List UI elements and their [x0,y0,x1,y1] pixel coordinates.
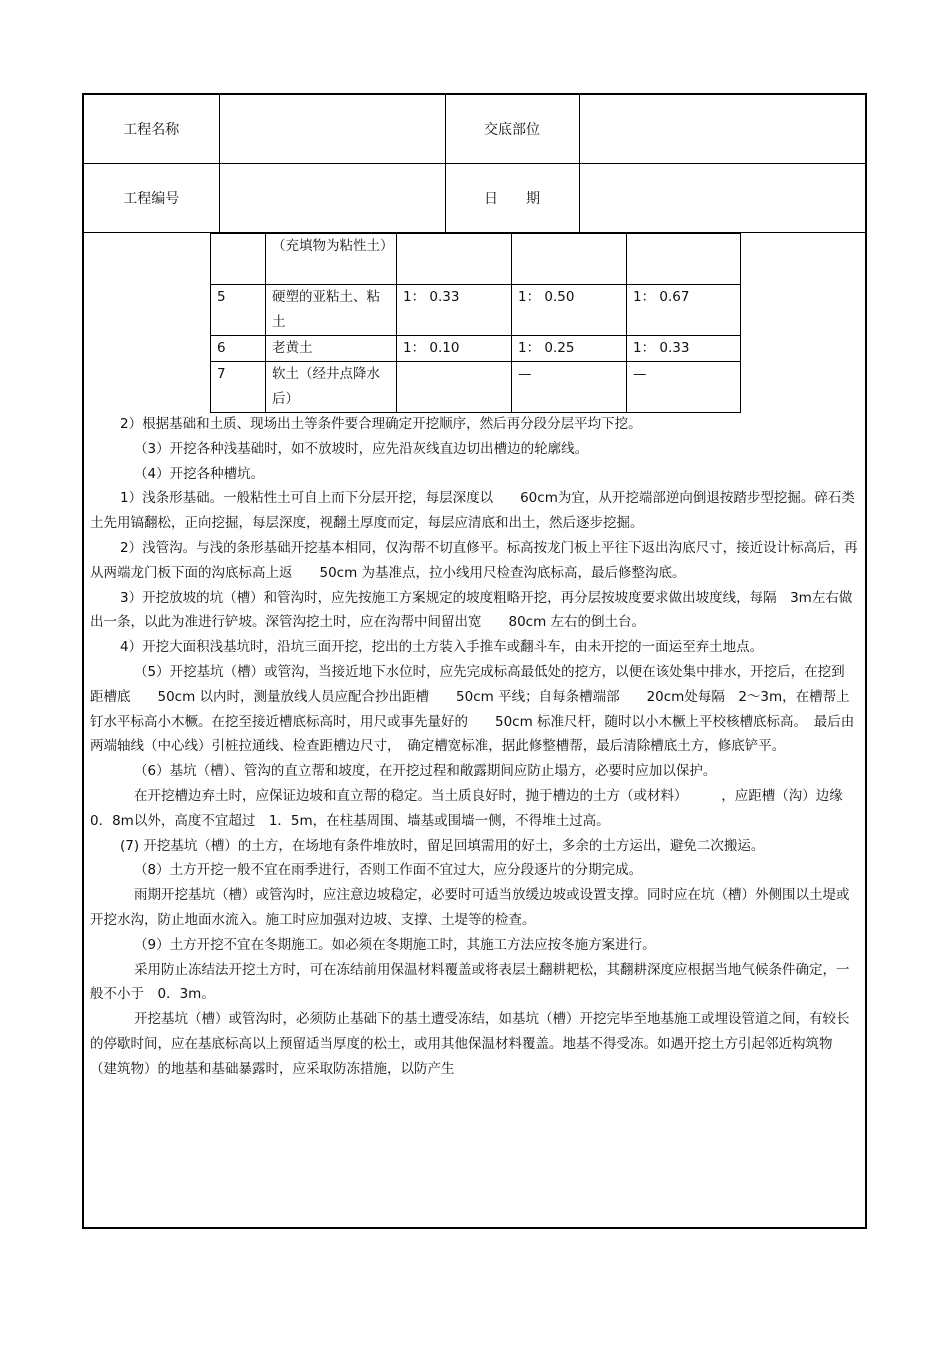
paragraph: （6）基坑（槽）、管沟的直立帮和坡度，在开挖过程和敞露期间应防止塌方，必要时应加以保护。 [134,763,717,780]
paragraph: 2）根据基础和土质、现场出土等条件要合理确定开挖顺序，然后再分段分层平均下挖。 [120,416,642,432]
document-frame [82,93,867,1229]
paragraph: 2）浅管沟。与浅的条形基础开挖基本相同，仅沟帮不切直修平。标高按龙门板上平往下返出沟底尺寸，接近设计标高后，再从两端龙门板下面的沟底标高上返 50cm 为基准点，拉小线用尺检查沟底标高，最后修整沟底。 [90,539,858,581]
slope-cell: 1： 0.50 [512,285,627,336]
paragraph: 在开挖槽边弃土时，应保证边坡和直立帮的稳定。当土质良好时，抛于槽边的土方（或材料） ，应距槽（沟）边缘 0．8m以外，高度不宜超过 1．5m，在柱基周围、墙基或围墙一侧，不得堆土过高。 [90,787,857,829]
slope-cell: 1： 0.33 [627,336,741,362]
project-no-label: 工程编号 [84,164,219,233]
paragraph: 雨期开挖基坑（槽）或管沟时，应注意边坡稳定，必要时可适当放缓边坡或设置支撑。同时应在坑（槽）外侧围以土堤或开挖水沟，防止地面水流入。施工时应加强对边坡、支撑、土堤等的检查。 [90,887,850,928]
slope-cell [397,234,512,285]
paragraph: 开挖基坑（槽）或管沟时，必须防止基础下的基土遭受冻结，如基坑（槽）开挖完毕至地基施工或埋设管道之间，有较长的停歇时间，应在基底标高以上预留适当厚度的松土，或用其他保温材料覆盖。地基不得受冻。如遇开挖土方引起邻近构筑物（建筑物）的地基和基础暴露时，应采取防冻措施，以防产生 [90,1011,850,1077]
date-value[interactable] [579,164,865,233]
soil-type: （充填物为粘性土） [266,234,397,285]
soil-type: 老黄土 [266,336,397,362]
project-name-value[interactable] [219,95,445,164]
table-row [211,336,741,362]
document-body [90,412,858,1082]
paragraph: （5）开挖基坑（槽）或管沟，当接近地下水位时，应先完成标高最低处的挖方，以便在该处集中排水，开挖后，在挖到距槽底 50cm 以内时，测量放线人员应配合抄出距槽 50cm 平线；自每条槽端部 20cm处每隔 2～3m，在槽帮上钉水平标高小木橛。在挖至接近槽底标高时，用尺或事先量好的 50cm 标准尺杆，随时以小木橛上平校核槽底标高。 最后由两端轴线（中心线）引桩拉通线、检查距槽边尺寸， 确定槽宽标准，据此修整槽帮，最后清除槽底土方，修底铲平。 [90,663,855,755]
row-no [211,234,266,285]
slope-cell [512,234,627,285]
table-row [211,362,741,413]
paragraph: （9）土方开挖不宜在冬期施工。如必须在冬期施工时，其施工方法应按冬施方案进行。 [134,936,656,953]
slope-cell: 1： 0.33 [397,285,512,336]
handover-part-value[interactable] [579,95,865,164]
paragraph: （4）开挖各种槽坑。 [134,465,265,482]
slope-cell: 1： 0.10 [397,336,512,362]
soil-type: 硬塑的亚粘土、粘土 [266,285,397,336]
paragraph: 1）浅条形基础。一般粘性土可自上而下分层开挖，每层深度以 60cm为宜，从开挖端部逆向倒退按踏步型挖掘。碎石类土先用镐翻松，正向挖掘，每层深度，视翻土厚度而定，每层应清底和出土，然后逐步挖掘。 [90,490,855,532]
slope-cell: 1： 0.67 [627,285,741,336]
row-no: 5 [211,285,266,336]
paragraph: (7) 开挖基坑（槽）的土方，在场地有条件堆放时，留足回填需用的好土，多余的土方运出，避免二次搬运。 [120,837,765,854]
header-table [84,95,865,233]
date-label: 日 期 [445,164,579,233]
row-no: 6 [211,336,266,362]
slope-table [210,233,741,413]
slope-cell: — [512,362,627,413]
slope-cell: 1： 0.25 [512,336,627,362]
paragraph: （3）开挖各种浅基础时，如不放坡时，应先沿灰线直边切出槽边的轮廓线。 [134,440,589,457]
slope-cell [397,362,512,413]
paragraph: 采用防止冻结法开挖土方时，可在冻结前用保温材料覆盖或将表层土翻耕耙松，其翻耕深度应根据当地气候条件确定，一般不小于 0．3m。 [90,961,850,1003]
project-name-label: 工程名称 [84,95,219,164]
row-no: 7 [211,362,266,413]
handover-part-label: 交底部位 [445,95,579,164]
slope-cell: — [627,362,741,413]
soil-type: 软土（经井点降水后） [266,362,397,413]
table-row [211,234,741,285]
paragraph: （8）土方开挖一般不宜在雨季进行，否则工作面不宜过大，应分段逐片的分期完成。 [134,862,643,879]
slope-cell [627,234,741,285]
paragraph: 3）开挖放坡的坑（槽）和管沟时，应先按施工方案规定的坡度粗略开挖，再分层按坡度要求做出坡度线，每隔 3m左右做出一条，以此为准进行铲坡。深管沟挖土时，应在沟帮中间留出宽 80cm 左右的倒土台。 [90,589,853,631]
table-row [211,285,741,336]
project-no-value[interactable] [219,164,445,233]
paragraph: 4）开挖大面积浅基坑时，沿坑三面开挖，挖出的土方装入手推车或翻斗车，由未开挖的一面运至弃土地点。 [120,639,764,656]
